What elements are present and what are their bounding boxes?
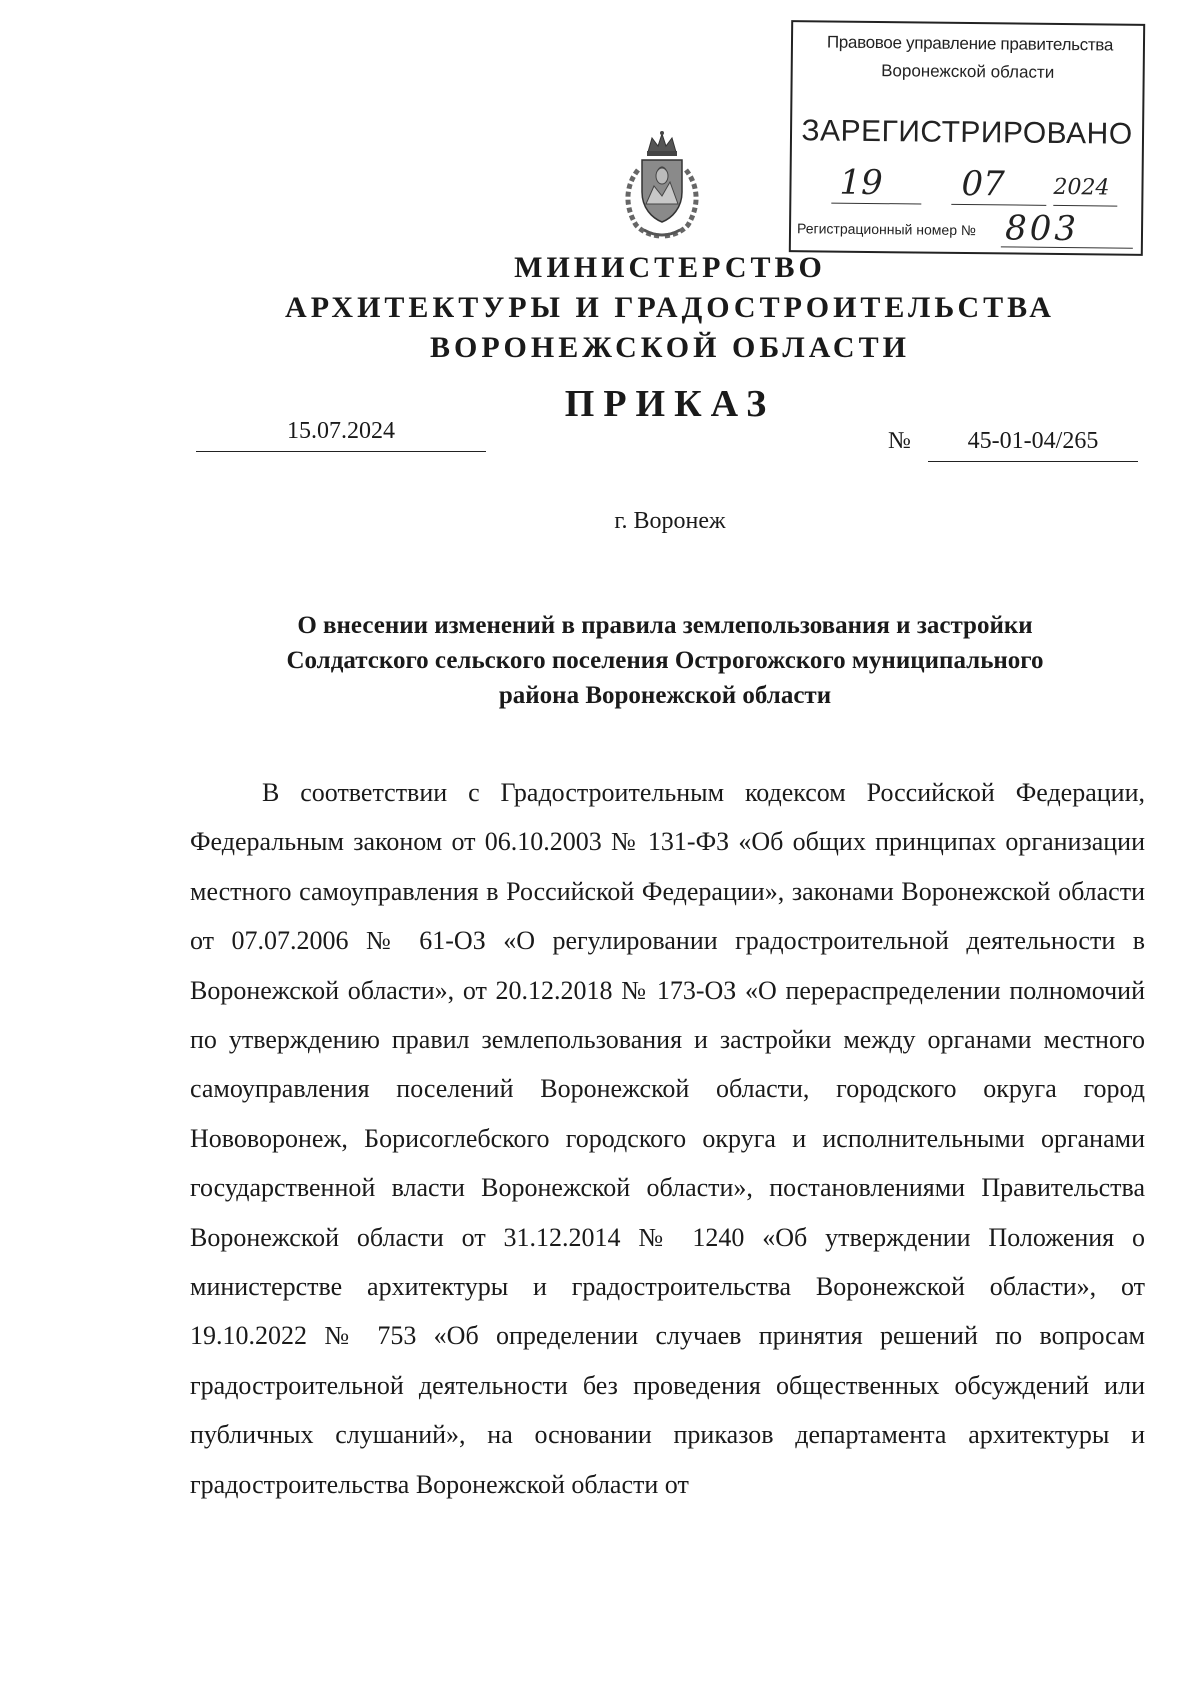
stamp-year: 2024 [1053, 174, 1110, 201]
order-number-sign: № [888, 428, 911, 454]
stamp-number-label: Регистрационный номер № [796, 220, 977, 239]
stamp-org-line2: Воронежской области [881, 61, 1055, 82]
order-date: 15.07.2024 [196, 418, 486, 452]
order-subject [190, 608, 1140, 713]
registration-stamp [789, 20, 1145, 256]
subject-line2: Солдатского сельского поселения Острогожского муниципального [286, 647, 1044, 674]
stamp-org-line1: Правовое управление правительства [826, 32, 1114, 55]
document-type: ПРИКАЗ [564, 383, 776, 425]
ministry-header [0, 248, 1200, 368]
coat-of-arms-icon [618, 130, 706, 240]
stamp-number: 803 [1004, 208, 1080, 250]
ministry-line3: ВОРОНЕЖСКОЙ ОБЛАСТИ [430, 331, 910, 364]
body-paragraph: В соответствии с Градостроительным кодексом Российской Федерации, Федеральным законом от 06.10.2003 № 131-ФЗ «Об общих принципах организации местного самоуправления в Российской Федерации», законами Воронежской области от 07.07.2006 № 61-ОЗ «О регулировании градостроительной деятельности в Воронежской области», от 20.12.2018 № 173-ОЗ «О перераспределении полномочий по утверждению правил землепользования и застройки между органами местного самоуправления поселений Воронежской области, городского округа город Нововоронеж, Борисоглебского городского округа и исполнительными органами государственной власти Воронежской области», постановлениями Правительства Воронежской области от 31.12.2014 № 1240 «Об утверждении Положения о министерстве архитектуры и градостроительства Воронежской области», от 19.10.2022 № 753 «Об определении случаев принятия решений по вопросам градостроительной деятельности без проведения общественных обсуждений или публичных слушаний», на основании приказов департамента архитектуры и градостроительства Воронежской области от [190, 778, 1145, 1499]
ministry-line1: МИНИСТЕРСТВО [514, 251, 826, 284]
stamp-month: 07 [961, 163, 1005, 205]
subject-line3: района Воронежской области [498, 682, 832, 709]
stamp-day: 19 [839, 162, 883, 204]
ministry-line2: АРХИТЕКТУРЫ И ГРАДОСТРОИТЕЛЬСТВА [285, 291, 1055, 324]
subject-line1: О внесении изменений в правила землепользования и застройки [297, 612, 1033, 639]
order-number: 45-01-04/265 [928, 428, 1138, 462]
city: г. Воронеж [614, 508, 726, 534]
stamp-status: ЗАРЕГИСТРИРОВАНО [801, 114, 1133, 151]
